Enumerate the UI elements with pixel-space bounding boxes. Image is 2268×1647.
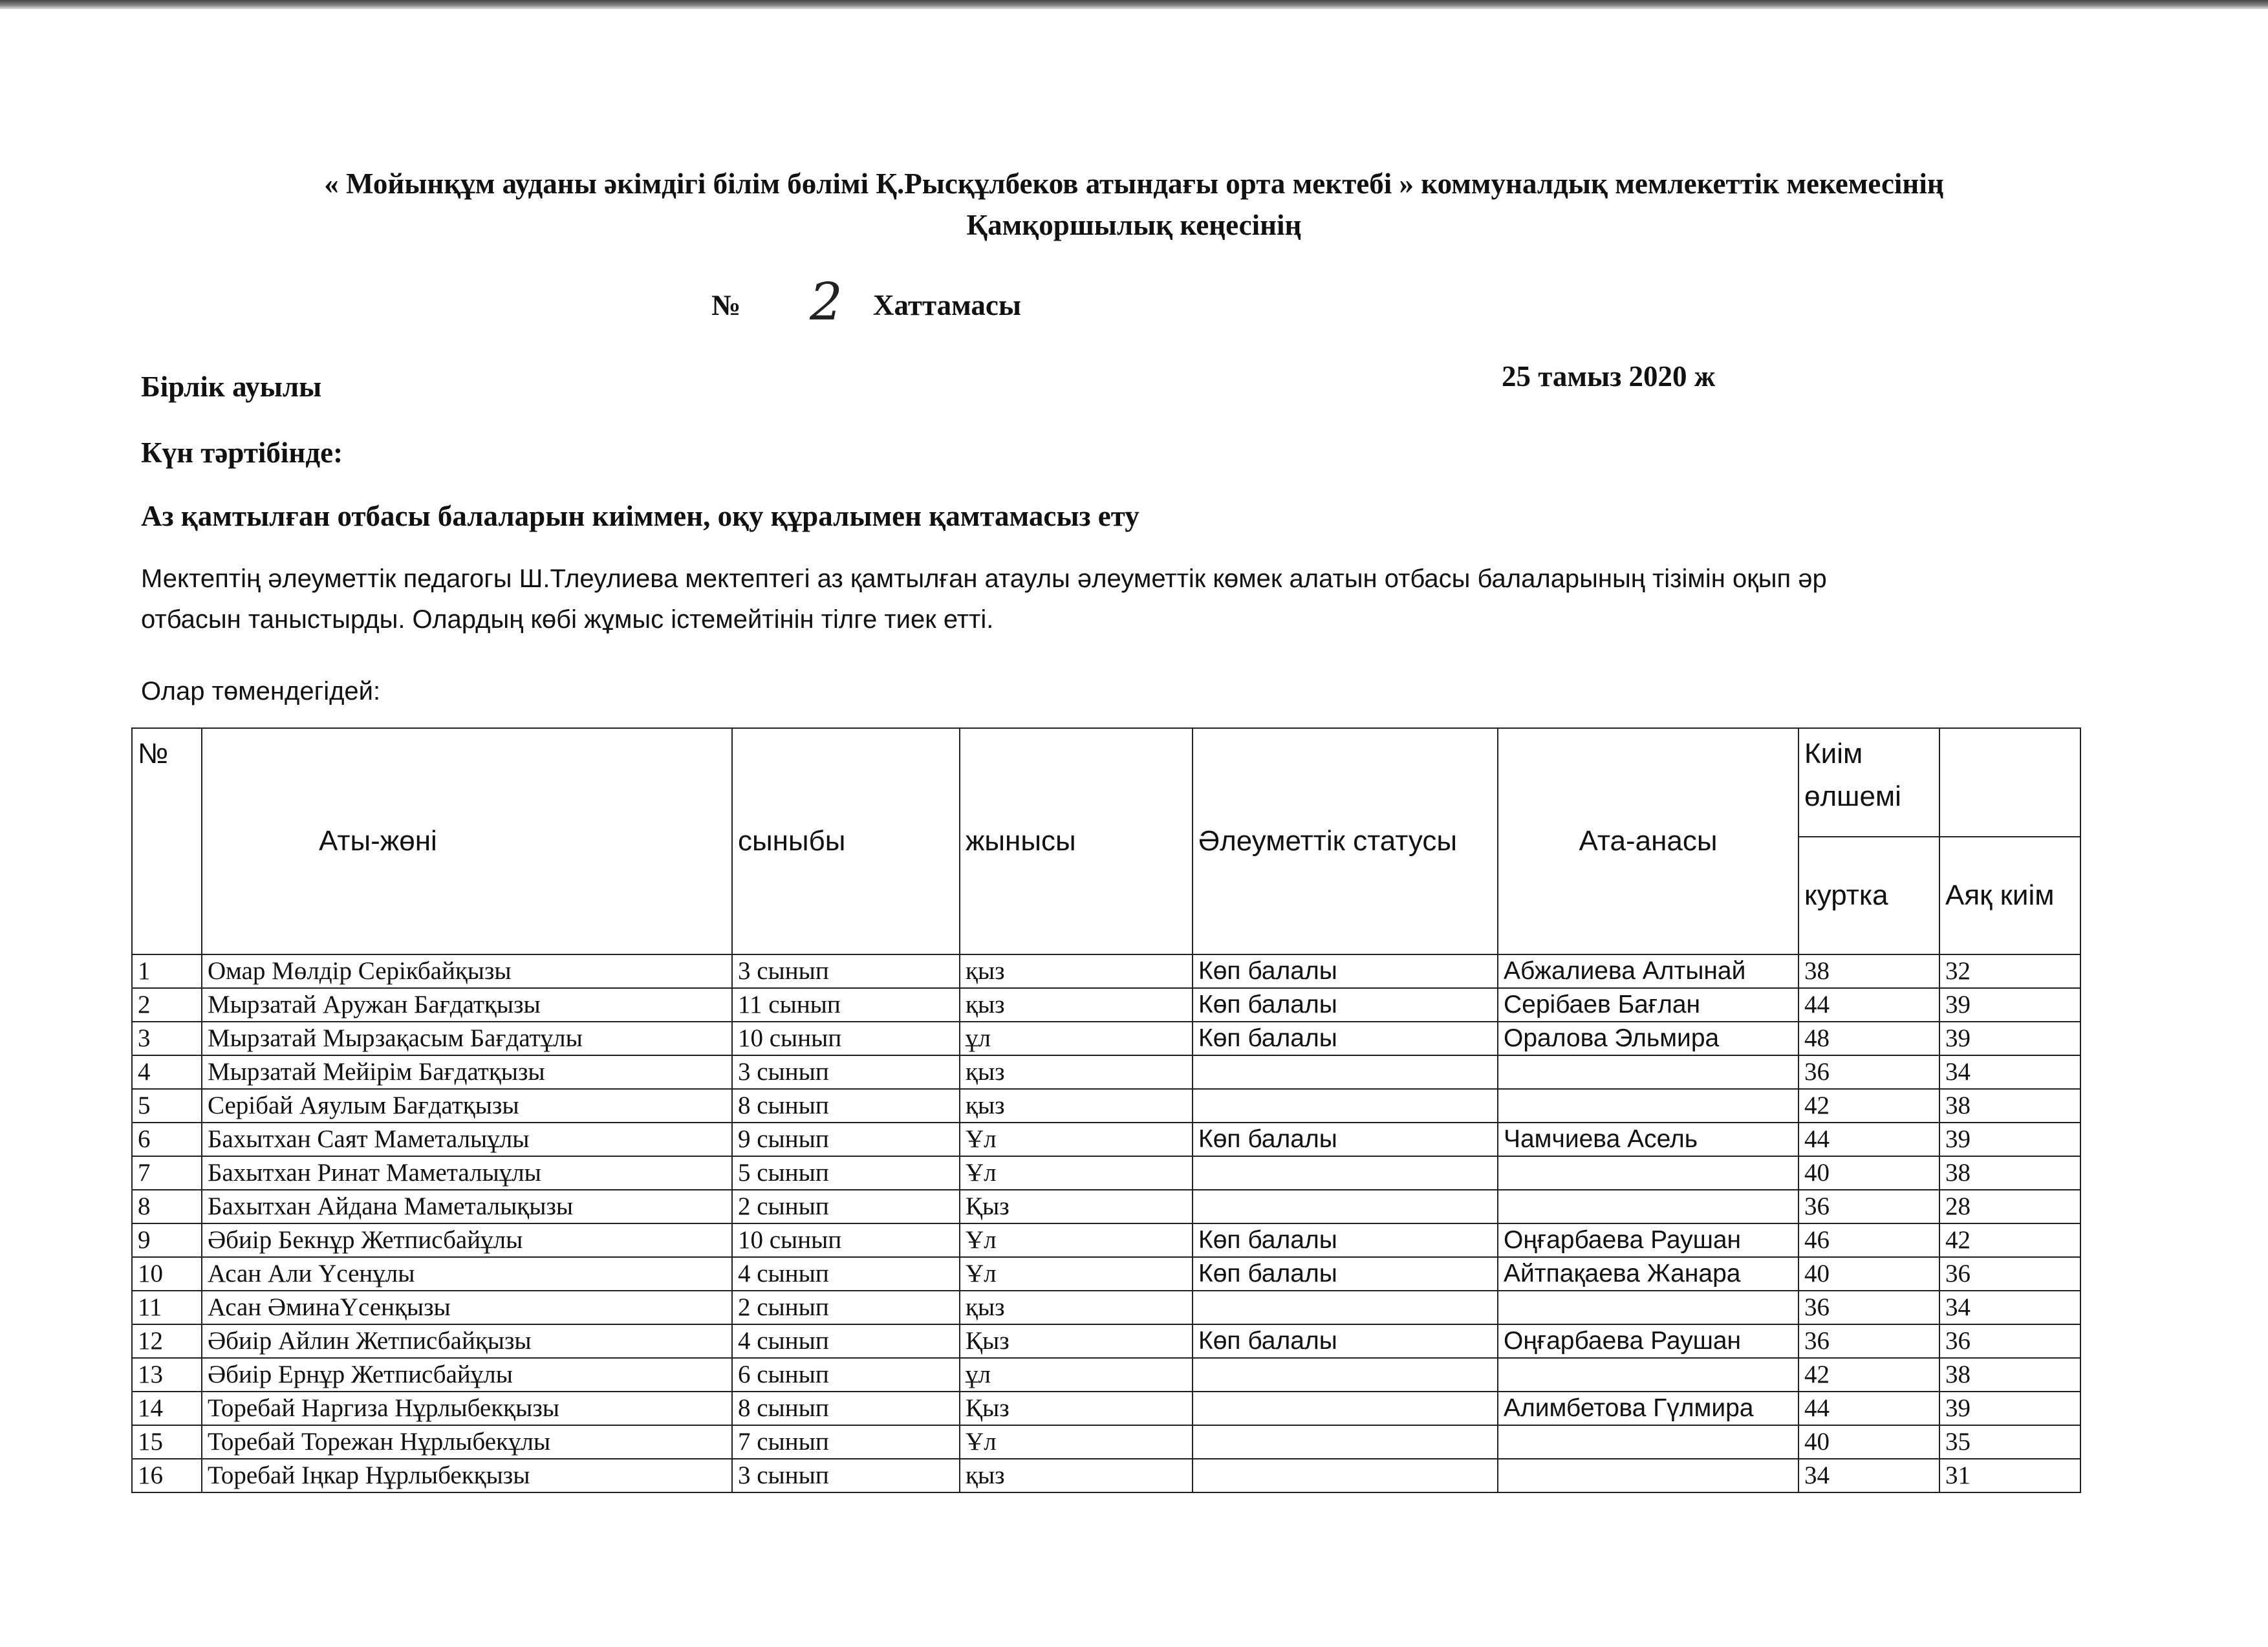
table-row	[132, 1089, 2080, 1123]
cell-class: 3 сынып	[732, 954, 960, 988]
header-line-1: « Мойынқұм ауданы әкімдігі білім бөлімі Қ.Рысқұлбеков атындағы орта мектебі » коммуналдық мемлекеттік мекемесінің	[324, 167, 1944, 200]
cell-class: 8 сынып	[732, 1089, 960, 1123]
cell-class: 5 сынып	[732, 1156, 960, 1190]
cell-name: Әбиір Ернұр Жетписбайұлы	[202, 1358, 732, 1392]
header-name: Аты-жөні	[202, 728, 732, 954]
cell-class: 8 сынып	[732, 1392, 960, 1425]
cell-name: Торебай Торежан Нұрлыбекұлы	[202, 1425, 732, 1459]
cell-jacket-size: 46	[1798, 1223, 1939, 1257]
table-row	[132, 1425, 2080, 1459]
cell-class: 4 сынып	[732, 1324, 960, 1358]
table-row	[132, 1257, 2080, 1291]
cell-class: 3 сынып	[732, 1459, 960, 1492]
cell-shoe-size: 35	[1939, 1425, 2080, 1459]
cell-parent	[1498, 1358, 1798, 1392]
cell-class: 11 сынып	[732, 988, 960, 1022]
scan-edge	[0, 0, 2268, 9]
cell-num: 13	[132, 1358, 202, 1392]
table-row	[132, 1459, 2080, 1492]
agenda-label: Күн тәртібінде:	[141, 436, 343, 469]
cell-gender: Ұл	[960, 1123, 1193, 1156]
cell-parent	[1498, 1459, 1798, 1492]
cell-jacket-size: 44	[1798, 988, 1939, 1022]
header-shoes: Аяқ киім	[1939, 837, 2080, 954]
cell-status	[1193, 1459, 1498, 1492]
cell-class: 2 сынып	[732, 1190, 960, 1223]
cell-status: Көп балалы	[1193, 1123, 1498, 1156]
cell-class: 9 сынып	[732, 1123, 960, 1156]
cell-shoe-size: 39	[1939, 1123, 2080, 1156]
table-row	[132, 1291, 2080, 1324]
cell-jacket-size: 42	[1798, 1089, 1939, 1123]
cell-shoe-size: 36	[1939, 1257, 2080, 1291]
cell-num: 15	[132, 1425, 202, 1459]
cell-gender: ұл	[960, 1022, 1193, 1055]
table-row	[132, 1358, 2080, 1392]
cell-jacket-size: 44	[1798, 1392, 1939, 1425]
cell-num: 8	[132, 1190, 202, 1223]
cell-gender: қыз	[960, 1459, 1193, 1492]
cell-gender: қыз	[960, 1291, 1193, 1324]
cell-class: 2 сынып	[732, 1291, 960, 1324]
cell-parent	[1498, 1089, 1798, 1123]
children-table	[131, 727, 2081, 1493]
cell-shoe-size: 38	[1939, 1156, 2080, 1190]
table-row	[132, 1190, 2080, 1223]
cell-name: Бахытхан Айдана Маметалықызы	[202, 1190, 732, 1223]
cell-parent	[1498, 1156, 1798, 1190]
cell-name: Торебай Наргиза Нұрлыбекқызы	[202, 1392, 732, 1425]
cell-class: 4 сынып	[732, 1257, 960, 1291]
cell-gender: Қыз	[960, 1190, 1193, 1223]
cell-parent: Серібаев Бағлан	[1498, 988, 1798, 1022]
cell-shoe-size: 32	[1939, 954, 2080, 988]
cell-jacket-size: 42	[1798, 1358, 1939, 1392]
place: Бірлік ауылы	[141, 371, 322, 403]
cell-num: 16	[132, 1459, 202, 1492]
cell-shoe-size: 39	[1939, 988, 2080, 1022]
cell-jacket-size: 40	[1798, 1257, 1939, 1291]
cell-status: Көп балалы	[1193, 954, 1498, 988]
cell-class: 3 сынып	[732, 1055, 960, 1089]
table-row	[132, 954, 2080, 988]
cell-parent: Абжалиева Алтынай	[1498, 954, 1798, 988]
cell-shoe-size: 38	[1939, 1358, 2080, 1392]
table-row	[132, 1022, 2080, 1055]
cell-num: 7	[132, 1156, 202, 1190]
cell-num: 5	[132, 1089, 202, 1123]
cell-shoe-size: 28	[1939, 1190, 2080, 1223]
header-clothing-size: Киім өлшемі	[1798, 728, 1939, 837]
cell-gender: Ұл	[960, 1257, 1193, 1291]
cell-name: Серібай Аяулым Бағдатқызы	[202, 1089, 732, 1123]
cell-parent: Алимбетова Гүлмира	[1498, 1392, 1798, 1425]
cell-class: 7 сынып	[732, 1425, 960, 1459]
cell-gender: қыз	[960, 1055, 1193, 1089]
cell-name: Бахытхан Саят Маметалыұлы	[202, 1123, 732, 1156]
cell-jacket-size: 44	[1798, 1123, 1939, 1156]
cell-parent: Чамчиева Асель	[1498, 1123, 1798, 1156]
header-line-2: Қамқоршылық кеңесінің	[966, 209, 1302, 241]
header-parents: Ата-анасы	[1498, 728, 1798, 954]
cell-name: Әбиір Бекнұр Жетписбайұлы	[202, 1223, 732, 1257]
cell-jacket-size: 48	[1798, 1022, 1939, 1055]
cell-parent	[1498, 1425, 1798, 1459]
cell-gender: ұл	[960, 1358, 1193, 1392]
cell-class: 10 сынып	[732, 1022, 960, 1055]
cell-name: Мырзатай Мырзақасым Бағдатұлы	[202, 1022, 732, 1055]
cell-jacket-size: 36	[1798, 1190, 1939, 1223]
cell-num: 10	[132, 1257, 202, 1291]
cell-class: 6 сынып	[732, 1358, 960, 1392]
cell-status	[1193, 1291, 1498, 1324]
cell-num: 1	[132, 954, 202, 988]
cell-shoe-size: 34	[1939, 1291, 2080, 1324]
cell-jacket-size: 36	[1798, 1324, 1939, 1358]
cell-status	[1193, 1392, 1498, 1425]
cell-jacket-size: 38	[1798, 954, 1939, 988]
protocol-no-sign: №	[711, 289, 741, 321]
cell-parent	[1498, 1190, 1798, 1223]
cell-shoe-size: 39	[1939, 1392, 2080, 1425]
cell-name: Асан ӘминаҮсенқызы	[202, 1291, 732, 1324]
cell-status: Көп балалы	[1193, 1257, 1498, 1291]
protocol-number-handwritten: 2	[810, 272, 843, 332]
cell-status	[1193, 1425, 1498, 1459]
cell-name: Әбиір Айлин Жетписбайқызы	[202, 1324, 732, 1358]
cell-name: Торебай Іңкар Нұрлыбекқызы	[202, 1459, 732, 1492]
cell-shoe-size: 36	[1939, 1324, 2080, 1358]
cell-gender: қыз	[960, 954, 1193, 988]
cell-gender: қыз	[960, 1089, 1193, 1123]
table-row	[132, 1156, 2080, 1190]
cell-status: Көп балалы	[1193, 1223, 1498, 1257]
paragraph-line-2: отбасын таныстырды. Олардың көбі жұмыс істемейтінін тілге тиек етті.	[141, 605, 994, 634]
header-num: №	[132, 728, 202, 954]
cell-num: 6	[132, 1123, 202, 1156]
cell-name: Бахытхан Ринат Маметалыұлы	[202, 1156, 732, 1190]
cell-shoe-size: 39	[1939, 1022, 2080, 1055]
protocol-title: Хаттамасы	[873, 289, 1022, 321]
cell-shoe-size: 42	[1939, 1223, 2080, 1257]
cell-gender: Қыз	[960, 1392, 1193, 1425]
cell-gender: Қыз	[960, 1324, 1193, 1358]
header-jacket: куртка	[1798, 837, 1939, 954]
date: 25 тамыз 2020 ж	[1502, 360, 1716, 393]
cell-num: 14	[132, 1392, 202, 1425]
cell-status: Көп балалы	[1193, 988, 1498, 1022]
cell-parent: Оңғарбаева Раушан	[1498, 1223, 1798, 1257]
cell-name: Асан Али Үсенұлы	[202, 1257, 732, 1291]
cell-parent	[1498, 1291, 1798, 1324]
table-row	[132, 1223, 2080, 1257]
cell-gender: Ұл	[960, 1223, 1193, 1257]
cell-name: Омар Мөлдір Серікбайқызы	[202, 954, 732, 988]
cell-gender: қыз	[960, 988, 1193, 1022]
cell-status	[1193, 1190, 1498, 1223]
cell-jacket-size: 36	[1798, 1055, 1939, 1089]
header-gender: жынысы	[960, 728, 1193, 954]
cell-parent: Айтпақаева Жанара	[1498, 1257, 1798, 1291]
table-row	[132, 988, 2080, 1022]
cell-parent	[1498, 1055, 1798, 1089]
cell-class: 10 сынып	[732, 1223, 960, 1257]
cell-num: 9	[132, 1223, 202, 1257]
table-row	[132, 1392, 2080, 1425]
cell-status: Көп балалы	[1193, 1022, 1498, 1055]
cell-shoe-size: 38	[1939, 1089, 2080, 1123]
table-row	[132, 1055, 2080, 1089]
cell-jacket-size: 34	[1798, 1459, 1939, 1492]
cell-jacket-size: 40	[1798, 1425, 1939, 1459]
cell-status	[1193, 1358, 1498, 1392]
cell-status	[1193, 1156, 1498, 1190]
cell-name: Мырзатай Мейірім Бағдатқызы	[202, 1055, 732, 1089]
cell-gender: Ұл	[960, 1156, 1193, 1190]
list-intro: Олар төмендегідей:	[141, 677, 381, 705]
cell-name: Мырзатай Аружан Бағдатқызы	[202, 988, 732, 1022]
paragraph-line-1: Мектептің әлеуметтік педагогы Ш.Тлеулиева мектептегі аз қамтылған атаулы әлеуметтік көмек алатын отбасы балаларының тізімін оқып әр	[141, 565, 1827, 593]
header-status: Әлеуметтік статусы	[1193, 728, 1498, 954]
cell-jacket-size: 36	[1798, 1291, 1939, 1324]
cell-jacket-size: 40	[1798, 1156, 1939, 1190]
cell-gender: Ұл	[960, 1425, 1193, 1459]
header-class: сыныбы	[732, 728, 960, 954]
header-blank	[1939, 728, 2080, 837]
cell-num: 11	[132, 1291, 202, 1324]
cell-parent: Оңғарбаева Раушан	[1498, 1324, 1798, 1358]
cell-status: Көп балалы	[1193, 1324, 1498, 1358]
cell-parent: Оралова Эльмира	[1498, 1022, 1798, 1055]
cell-num: 2	[132, 988, 202, 1022]
cell-status	[1193, 1055, 1498, 1089]
table-row	[132, 1324, 2080, 1358]
cell-num: 12	[132, 1324, 202, 1358]
agenda-item: Аз қамтылған отбасы балаларын киіммен, оқу құралымен қамтамасыз ету	[141, 500, 1139, 532]
table-row	[132, 1123, 2080, 1156]
cell-status	[1193, 1089, 1498, 1123]
cell-shoe-size: 31	[1939, 1459, 2080, 1492]
cell-num: 3	[132, 1022, 202, 1055]
cell-num: 4	[132, 1055, 202, 1089]
cell-shoe-size: 34	[1939, 1055, 2080, 1089]
